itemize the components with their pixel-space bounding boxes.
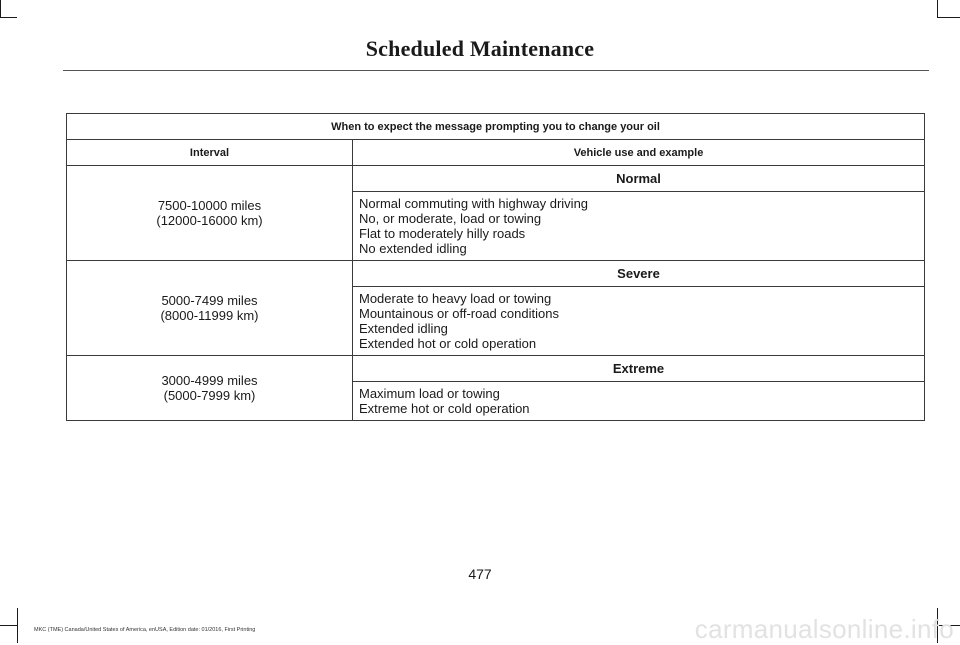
condition-item: Extreme hot or cold operation <box>359 401 530 416</box>
category-label: Extreme <box>353 356 925 382</box>
interval-km: (12000-16000 km) <box>156 213 263 228</box>
conditions-cell <box>353 287 925 356</box>
interval-cell <box>67 356 353 421</box>
interval-cell <box>67 261 353 356</box>
table-row <box>67 166 925 192</box>
condition-item: Extended hot or cold operation <box>359 336 537 351</box>
condition-item: Mountainous or off-road conditions <box>359 306 559 321</box>
interval-miles: 3000-4999 miles <box>161 373 258 388</box>
oil-change-table <box>66 113 925 421</box>
column-header-use: Vehicle use and example <box>353 140 925 166</box>
category-label: Normal <box>353 166 925 192</box>
category-label: Severe <box>353 261 925 287</box>
crop-mark <box>0 17 17 18</box>
interval-km: (8000-11999 km) <box>160 308 259 323</box>
interval-cell <box>67 166 353 261</box>
table-row <box>67 356 925 382</box>
interval-miles: 7500-10000 miles <box>157 198 262 213</box>
condition-item: No extended idling <box>359 241 467 256</box>
site-watermark: carmanualsonline.info <box>694 614 954 644</box>
conditions-cell <box>353 192 925 261</box>
title-divider <box>63 70 929 71</box>
condition-item: Moderate to heavy load or towing <box>359 291 552 306</box>
crop-mark <box>17 608 18 643</box>
crop-mark <box>0 0 1 17</box>
condition-item: Normal commuting with highway driving <box>359 196 589 211</box>
interval-km: (5000-7999 km) <box>163 388 256 403</box>
interval-miles: 5000-7499 miles <box>161 293 258 308</box>
conditions-cell <box>353 382 925 421</box>
table-caption: When to expect the message prompting you to change your oil <box>67 114 925 140</box>
crop-mark <box>937 0 938 17</box>
crop-mark <box>937 17 960 18</box>
crop-mark <box>0 625 17 626</box>
condition-item: Maximum load or towing <box>359 386 500 401</box>
page-title: Scheduled Maintenance <box>365 36 595 61</box>
condition-item: Extended idling <box>359 321 448 336</box>
page-number: 477 <box>468 566 492 582</box>
edition-footer: MKC (TME) Canada/United States of America, enUSA, Edition date: 01/2016, First Printing <box>34 627 256 633</box>
condition-item: No, or moderate, load or towing <box>359 211 542 226</box>
column-header-interval: Interval <box>67 140 353 166</box>
table-row <box>67 261 925 287</box>
condition-item: Flat to moderately hilly roads <box>359 226 526 241</box>
